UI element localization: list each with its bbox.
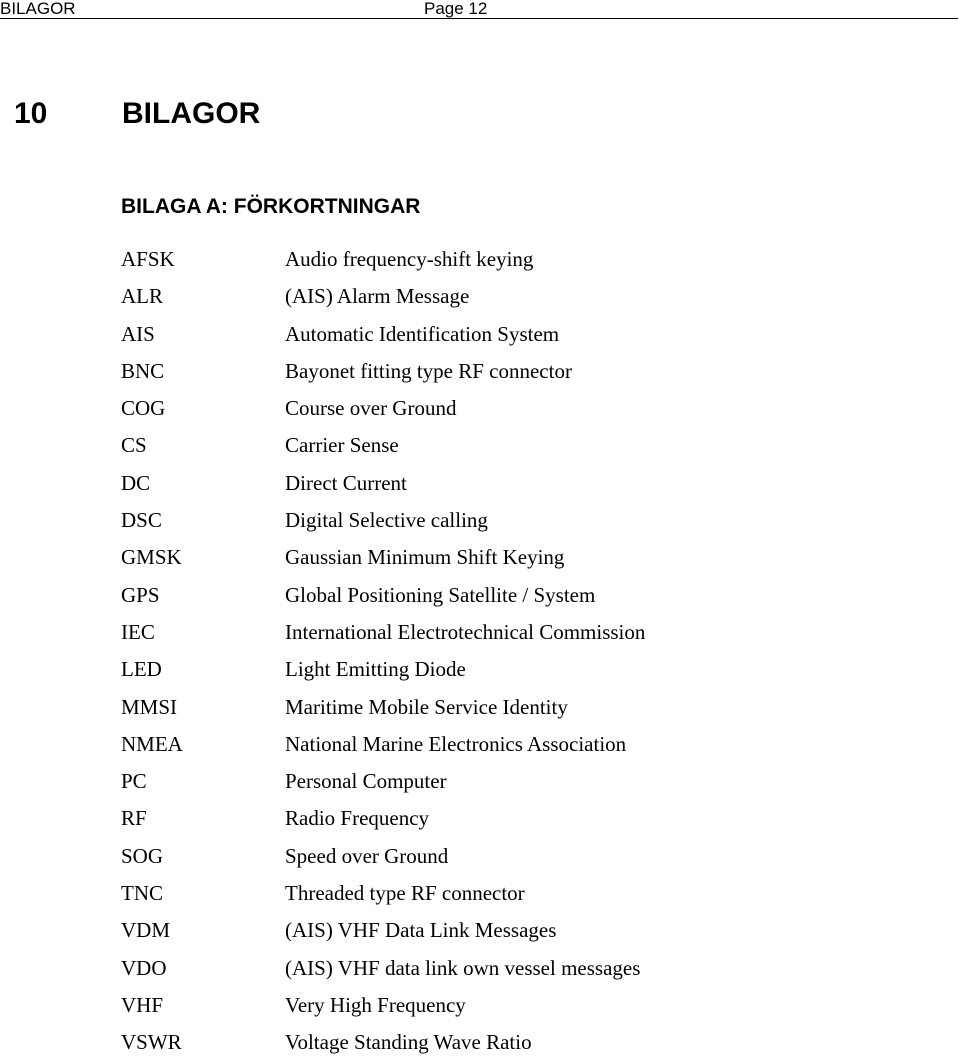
abbreviation-row	[121, 726, 645, 763]
abbreviation: TNC	[121, 881, 163, 906]
abbreviation-meaning: International Electrotechnical Commission	[285, 619, 646, 644]
abbreviation-row	[121, 465, 645, 502]
section-heading: BILAGA A: FÖRKORTNINGAR	[121, 195, 421, 218]
abbreviation-row	[121, 241, 645, 278]
abbreviation: DSC	[121, 508, 162, 533]
abbreviation: BNC	[121, 358, 165, 383]
abbreviation-meaning: Audio frequency-shift keying	[285, 247, 534, 271]
abbreviation-meaning: Voltage Standing Wave Ratio	[285, 1030, 532, 1055]
abbreviation: VSWR	[121, 1030, 182, 1055]
abbreviation: DC	[121, 470, 151, 495]
abbreviation: ALR	[121, 284, 163, 309]
abbreviation-row	[121, 763, 645, 800]
abbreviation-meaning: Very High Frequency	[285, 992, 466, 1017]
abbreviation-row	[121, 502, 645, 539]
abbreviation: VHF	[121, 992, 164, 1017]
abbreviation: COG	[121, 396, 166, 421]
abbreviation-row	[121, 577, 645, 614]
abbreviation-meaning: Threaded type RF connector	[285, 881, 525, 906]
chapter-title: BILAGOR	[122, 97, 261, 130]
abbreviation-row	[121, 875, 645, 912]
abbreviation: AFSK	[121, 247, 175, 271]
abbreviation: AIS	[121, 321, 155, 346]
abbreviation: GPS	[121, 582, 160, 607]
abbreviation-row	[121, 987, 645, 1024]
abbreviation-meaning: Course over Ground	[285, 396, 457, 421]
abbreviation-list	[121, 241, 645, 1062]
abbreviation-meaning: Maritime Mobile Service Identity	[285, 694, 568, 719]
abbreviation-row	[121, 390, 645, 427]
chapter-heading	[14, 96, 260, 132]
abbreviation: IEC	[121, 619, 155, 644]
abbreviation-row	[121, 912, 645, 949]
abbreviation: RF	[121, 806, 147, 831]
chapter-number: 10	[14, 97, 48, 130]
abbreviation: MMSI	[121, 694, 178, 719]
header-chapter-name: BILAGOR	[0, 0, 76, 18]
abbreviation: NMEA	[121, 731, 183, 756]
abbreviation-row	[121, 614, 645, 651]
abbreviation-row	[121, 950, 645, 987]
abbreviation-meaning: Light Emitting Diode	[285, 657, 466, 682]
abbreviation-row	[121, 689, 645, 726]
abbreviation: PC	[121, 769, 147, 794]
abbreviation-row	[121, 1024, 645, 1061]
abbreviation-meaning: Digital Selective calling	[285, 508, 488, 533]
abbreviation-row	[121, 539, 645, 576]
abbreviation-row	[121, 651, 645, 688]
abbreviation-meaning: Carrier Sense	[285, 433, 399, 458]
abbreviation-meaning: Direct Current	[285, 470, 407, 495]
abbreviation-meaning: (AIS) Alarm Message	[285, 284, 470, 309]
abbreviation-meaning: Speed over Ground	[285, 843, 449, 868]
abbreviation: SOG	[121, 843, 164, 868]
header-rule	[0, 18, 958, 19]
abbreviation: GMSK	[121, 545, 182, 570]
abbreviation-row	[121, 316, 645, 353]
abbreviation: LED	[121, 657, 162, 682]
header-page-number: Page 12	[424, 0, 488, 18]
abbreviation-meaning: (AIS) VHF data link own vessel messages	[285, 955, 641, 980]
abbreviation: CS	[121, 433, 147, 458]
abbreviation: VDM	[121, 918, 171, 943]
abbreviation-meaning: Automatic Identification System	[285, 321, 560, 346]
abbreviation-meaning: Personal Computer	[285, 769, 447, 794]
running-header	[0, 0, 960, 20]
abbreviation-row	[121, 353, 645, 390]
abbreviation-row	[121, 800, 645, 837]
abbreviation: VDO	[121, 955, 167, 980]
abbreviation-meaning: (AIS) VHF Data Link Messages	[285, 918, 557, 943]
abbreviation-row	[121, 278, 645, 315]
abbreviation-meaning: National Marine Electronics Association	[285, 731, 627, 756]
abbreviation-meaning: Global Positioning Satellite / System	[285, 582, 596, 607]
abbreviation-row	[121, 838, 645, 875]
abbreviation-row	[121, 427, 645, 464]
abbreviation-meaning: Bayonet fitting type RF connector	[285, 358, 572, 383]
abbreviation-meaning: Radio Frequency	[285, 806, 430, 831]
abbreviation-meaning: Gaussian Minimum Shift Keying	[285, 545, 565, 570]
